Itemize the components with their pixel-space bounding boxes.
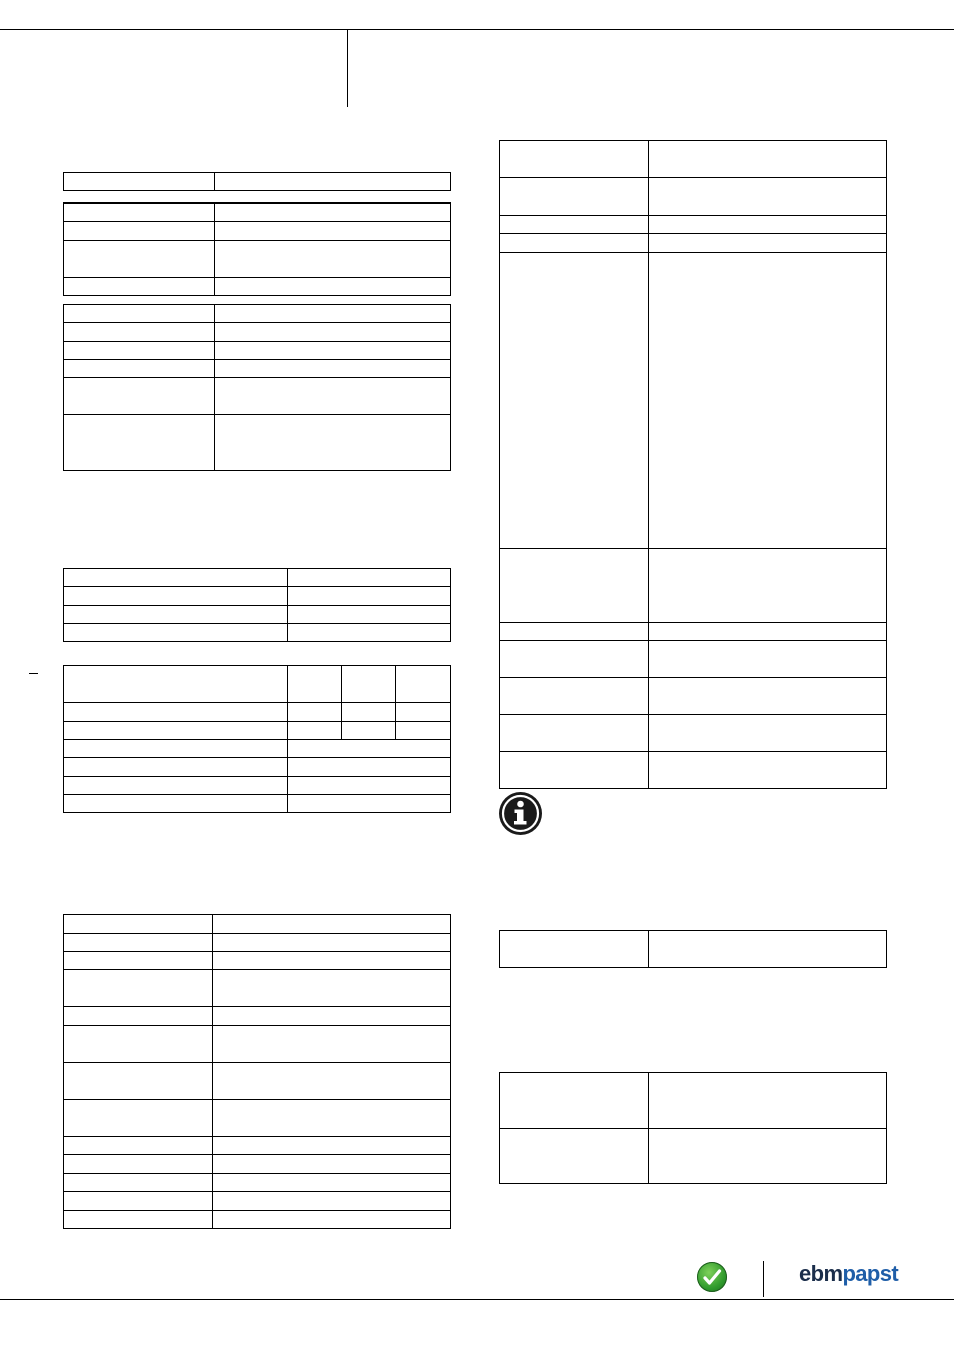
table-cell: [64, 323, 215, 342]
table-cell: [288, 606, 451, 624]
table-cell: [215, 173, 451, 191]
table-cell: [213, 1007, 451, 1026]
spec-table-technical: [63, 914, 451, 1229]
table-cell: [649, 641, 887, 678]
table-cell: [64, 173, 215, 191]
table-cell: [64, 1100, 213, 1137]
header-divider: [347, 29, 348, 107]
table-cell: [649, 1129, 887, 1184]
table-cell: [649, 141, 887, 178]
table-cell: [215, 305, 451, 323]
margin-mark: [29, 673, 38, 674]
table-cell: [288, 569, 451, 587]
table-cell: [500, 141, 649, 178]
table-cell: [215, 360, 451, 378]
table-cell: [64, 1174, 213, 1192]
spec-table-general: [63, 202, 451, 296]
table-cell: [288, 740, 451, 758]
table-cell: [215, 415, 451, 471]
table-cell: [64, 758, 288, 777]
table-cell: [500, 1129, 649, 1184]
table-cell: [649, 931, 887, 968]
table-cell: [64, 1026, 213, 1063]
table-cell: [500, 752, 649, 789]
table-cell: [64, 1137, 213, 1155]
table-cell: [500, 623, 649, 641]
table-cell: [500, 216, 649, 234]
table-cell: [64, 970, 213, 1007]
footer-logos: [697, 1260, 897, 1296]
table-cell: [649, 715, 887, 752]
table-cell: [213, 1155, 451, 1174]
table-cell: [64, 740, 288, 758]
table-cell: [649, 549, 887, 623]
table-cell: [213, 970, 451, 1007]
table-cell: [64, 203, 215, 221]
table-cell: [396, 666, 451, 703]
ebmpapst-logo: [799, 1261, 898, 1287]
table-cell: [500, 678, 649, 715]
table-cell: [64, 795, 288, 813]
table-cell: [288, 703, 342, 722]
logo-divider: [763, 1261, 764, 1297]
spec-table-approvals: [499, 1072, 887, 1184]
table-cell: [500, 253, 649, 549]
table-cell: [215, 342, 451, 360]
table-cell: [64, 1192, 213, 1211]
table-cell: [213, 1137, 451, 1155]
brand-name-part2: papst: [842, 1261, 899, 1286]
table-cell: [215, 221, 451, 240]
table-cell: [64, 1063, 213, 1100]
table-cell: [500, 234, 649, 253]
table-cell: [288, 666, 342, 703]
table-cell: [215, 240, 451, 277]
table-cell: [64, 240, 215, 277]
table-cell: [649, 678, 887, 715]
table-cell: [215, 277, 451, 295]
table-cell: [396, 722, 451, 740]
table-cell: [288, 777, 451, 795]
table-cell: [64, 360, 215, 378]
table-cell: [64, 1007, 213, 1026]
table-cell: [64, 934, 213, 952]
table-cell: [649, 623, 887, 641]
footer-rule: [0, 1299, 954, 1300]
spec-table-operating-points: [63, 665, 451, 813]
table-cell: [396, 703, 451, 722]
table-cell: [649, 216, 887, 234]
table-cell: [215, 378, 451, 415]
table-cell: [64, 722, 288, 740]
table-cell: [500, 549, 649, 623]
table-cell: [213, 1100, 451, 1137]
table-cell: [213, 1063, 451, 1100]
table-cell: [342, 666, 396, 703]
table-cell: [64, 378, 215, 415]
table-cell: [288, 758, 451, 777]
green-tech-badge-icon: [697, 1262, 727, 1292]
table-cell: [288, 795, 451, 813]
table-cell: [64, 1155, 213, 1174]
table-cell: [64, 666, 288, 703]
table-cell: [213, 952, 451, 970]
table-cell: [64, 415, 215, 471]
table-cell: [215, 203, 451, 221]
table-cell: [64, 624, 288, 642]
table-cell: [64, 305, 215, 323]
table-cell: [64, 277, 215, 295]
table-cell: [500, 641, 649, 678]
table-cell: [215, 323, 451, 342]
table-cell: [500, 715, 649, 752]
table-cell: [342, 703, 396, 722]
table-cell: [213, 1026, 451, 1063]
spec-table-notes: [499, 930, 887, 968]
header-rule: [0, 29, 954, 30]
table-cell: [288, 624, 451, 642]
table-cell: [649, 1073, 887, 1129]
spec-table-mechanical: [499, 140, 887, 789]
table-cell: [213, 915, 451, 934]
table-cell: [64, 1211, 213, 1229]
table-cell: [500, 1073, 649, 1129]
table-cell: [213, 1192, 451, 1211]
table-cell: [64, 703, 288, 722]
table-cell: [649, 752, 887, 789]
table-cell: [213, 934, 451, 952]
table-cell: [288, 587, 451, 606]
spec-table-motor: [63, 304, 451, 471]
info-icon: [499, 792, 542, 835]
table-cell: [64, 569, 288, 587]
table-cell: [649, 234, 887, 253]
table-cell: [64, 587, 288, 606]
table-cell: [288, 722, 342, 740]
table-cell: [64, 952, 213, 970]
table-cell: [649, 178, 887, 216]
table-cell: [649, 253, 887, 549]
table-cell: [342, 722, 396, 740]
table-cell: [64, 342, 215, 360]
table-cell: [64, 606, 288, 624]
table-cell: [64, 221, 215, 240]
table-cell: [213, 1211, 451, 1229]
table-cell: [64, 777, 288, 795]
spec-table-nominal: [63, 568, 451, 642]
table-cell: [500, 178, 649, 216]
table-cell: [500, 931, 649, 968]
brand-name-part1: ebm: [799, 1261, 843, 1286]
table-cell: [64, 915, 213, 934]
table-cell: [213, 1174, 451, 1192]
spec-table-type: [63, 172, 451, 191]
